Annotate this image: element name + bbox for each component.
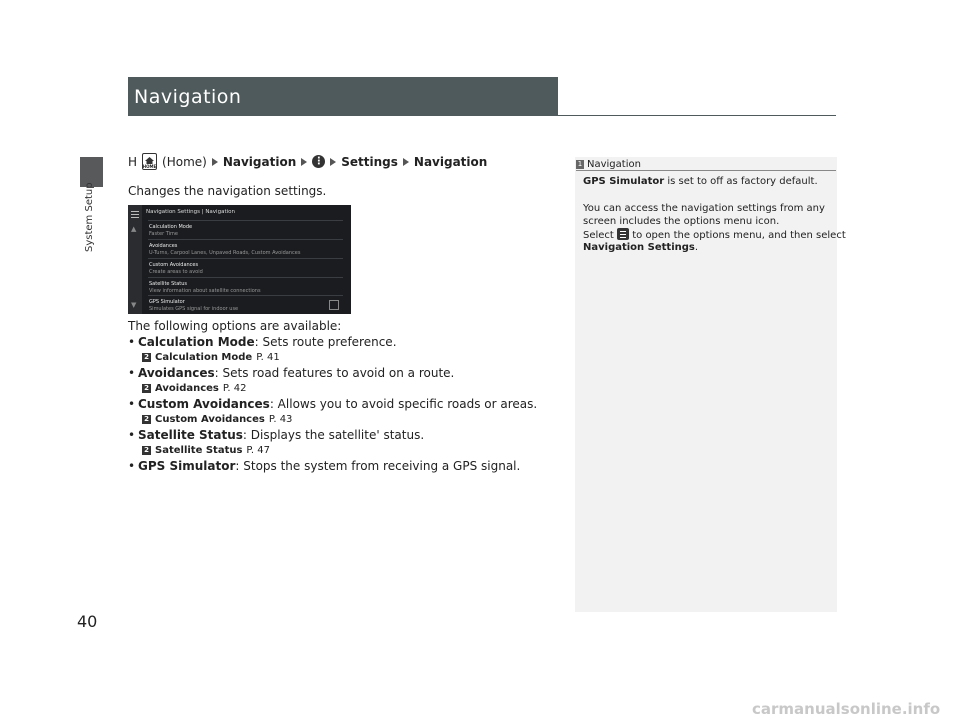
screenshot-row [148,258,343,277]
menu-bar [131,211,139,212]
arrow-icon [301,158,307,166]
settings-screenshot [128,205,351,314]
note-text: . [694,242,699,253]
reference-arrow-icon: 2 [142,415,151,424]
note-line [583,241,698,254]
note-text: is set to off as factory default. [664,176,818,187]
arrow-icon [403,158,409,166]
home-icon [142,153,157,170]
option-desc: : Allows you to avoid specific roads or areas. [269,397,538,411]
options-menu-icon [617,228,629,240]
menu-bar [131,214,139,215]
arrow-icon [330,158,336,166]
note-line: You can access the navigation settings from any [583,203,825,214]
note-text: to open the options menu, and then select [629,230,846,241]
note-line: screen includes the options menu icon. [583,216,780,227]
option-desc: : Displays the satellite' status. [242,428,425,442]
home-label: (Home) [162,154,207,169]
ref-name: Satellite Status [155,445,243,456]
row-title: Avoidances [149,243,178,249]
note-text: Select [583,230,614,241]
row-subtitle: Simulates GPS signal for indoor use [149,306,239,312]
crumb-navigation: Navigation [222,154,297,169]
note-line [583,175,818,188]
title-bar [128,77,558,115]
title-rule [128,115,836,116]
row-title: GPS Simulator [149,299,185,305]
watermark: carmanualsonline.info [752,700,941,718]
side-note-heading [576,158,836,171]
option-item: • Satellite Status: Displays the satellite' status. [128,428,425,442]
ref-name: Avoidances [155,383,219,394]
note-number-icon: 1 [577,159,583,168]
row-subtitle: Create areas to avoid [149,269,203,275]
screenshot-sidebar [128,205,142,314]
page-reference[interactable] [142,383,246,394]
option-name: Custom Avoidances [138,397,270,411]
menu-bar [131,217,139,218]
scroll-up-icon: ▲ [131,225,137,233]
page-reference[interactable] [142,352,280,363]
row-title: Calculation Mode [149,224,193,230]
note-line [583,228,846,242]
page-title: Navigation [134,86,242,108]
checkbox-icon [329,300,339,310]
h-marker: H [128,154,138,169]
screenshot-row [148,220,343,239]
option-desc: : Sets route preference. [254,335,397,349]
option-desc: : Sets road features to avoid on a route. [214,366,455,380]
option-name: Avoidances [138,366,215,380]
home-icon-text: HOME [142,164,157,169]
screenshot-header: Navigation Settings | Navigation [146,209,235,215]
option-item: • Custom Avoidances: Allows you to avoid specific roads or areas. [128,397,538,411]
option-item: • Calculation Mode: Sets route preference. [128,335,397,349]
row-subtitle: View information about satellite connections [149,288,261,294]
crumb-navigation-final: Navigation [413,154,488,169]
ref-page: P. 43 [268,414,293,425]
reference-arrow-icon: 2 [142,353,151,362]
option-name: Satellite Status [138,428,243,442]
ref-page: P. 41 [256,352,280,363]
option-item: • Avoidances: Sets road features to avoid on a route. [128,366,455,380]
screenshot-row [148,277,343,296]
page-number: 40 [77,612,98,631]
option-name: GPS Simulator [138,459,236,473]
row-title: Custom Avoidances [149,262,199,268]
scroll-down-icon: ▼ [131,301,137,309]
option-item: • GPS Simulator: Stops the system from receiving a GPS signal. [128,459,521,473]
crumb-settings: Settings [341,154,398,169]
option-name: Calculation Mode [138,335,255,349]
section-tab-label: System Setup [84,182,95,252]
page-reference[interactable] [142,445,270,456]
ref-page: P. 42 [222,383,247,394]
page-reference[interactable] [142,414,292,425]
screenshot-row [148,239,343,258]
option-desc: : Stops the system from receiving a GPS signal. [235,459,521,473]
intro-text: Changes the navigation settings. [128,184,327,198]
options-intro: The following options are available: [128,319,342,333]
note-bold: Navigation Settings [583,242,695,253]
note-bold: GPS Simulator [583,176,665,187]
reference-arrow-icon: 2 [142,384,151,393]
reference-arrow-icon: 2 [142,446,151,455]
breadcrumb [128,153,487,170]
ref-name: Custom Avoidances [155,414,265,425]
note-heading-text: Navigation [587,158,641,170]
row-subtitle: Faster Time [149,231,179,237]
row-subtitle: U-Turns, Carpool Lanes, Unpaved Roads, Custom Avoidances [149,250,301,256]
arrow-icon [212,158,218,166]
more-options-icon: ⋮ [313,156,324,167]
ref-name: Calculation Mode [155,352,253,363]
row-title: Satellite Status [149,281,188,287]
screenshot-row [148,295,343,314]
ref-page: P. 47 [246,445,270,456]
